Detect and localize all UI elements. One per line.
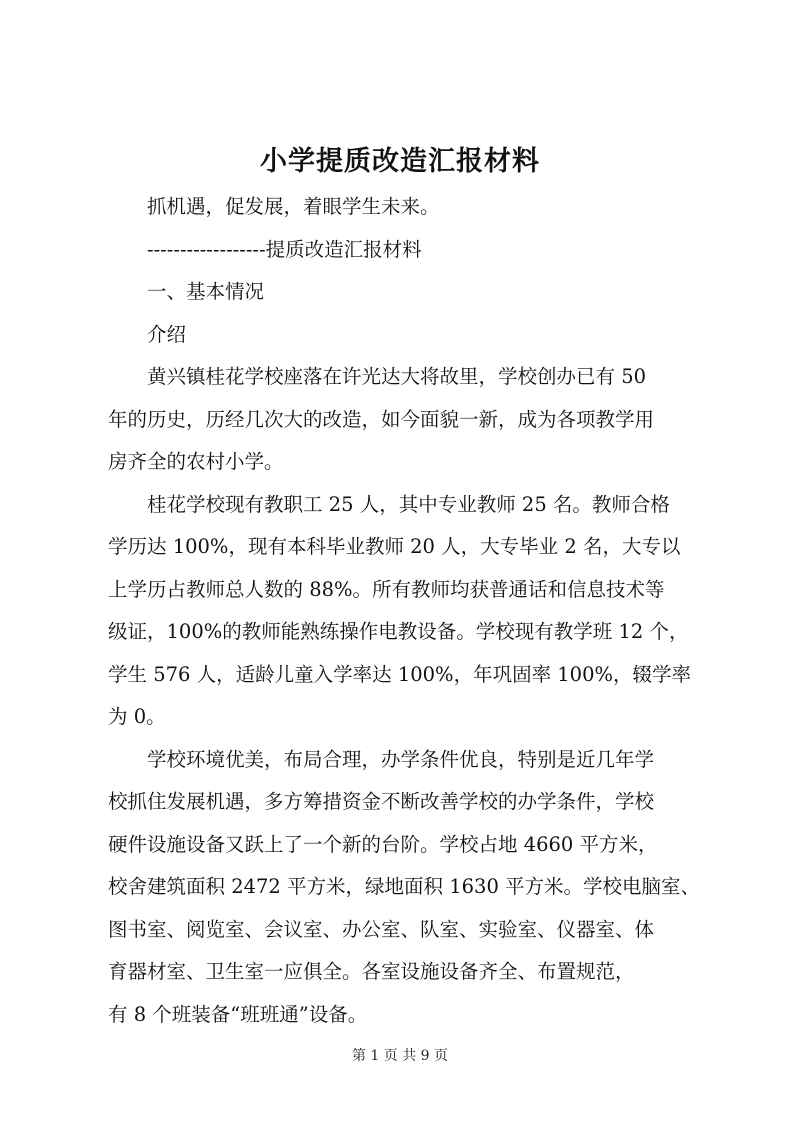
paragraph-line: 年的历史，历经几次大的改造，如今面貌一新，成为各项教学用 — [108, 407, 655, 431]
paragraph-line: 上学历占教师总人数的 88%。所有教师均获普通话和信息技术等 — [108, 577, 665, 601]
paragraph-line: 有 8 个班装备“班班通”设备。 — [108, 1002, 368, 1026]
paragraph-3 — [108, 739, 708, 1037]
paragraph-line: 级证，100%的教师能熟练操作电教设备。学校现有教学班 12 个， — [108, 620, 689, 643]
paragraph-line: 校舍建筑面积 2472 平方米，绿地面积 1630 平方米。学校电脑室、 — [108, 875, 701, 898]
section-heading-continued: 介绍 — [147, 322, 187, 346]
paragraph-line: 校抓住发展机遇，多方筹措资金不断改善学校的办学条件，学校 — [108, 790, 655, 813]
paragraph-line: 黄兴镇桂花学校座落在许光达大将故里，学校创办已有 50 — [147, 365, 647, 388]
document-body — [108, 186, 708, 1036]
subtitle-line: ------------------提质改造汇报材料 — [147, 237, 422, 261]
paragraph-line: 育器材室、卫生室一应俱全。各室设施设备齐全、布置规范， — [108, 960, 635, 983]
paragraph-line: 学历达 100%，现有本科毕业教师 20 人，大专毕业 2 名，大专以 — [108, 535, 681, 558]
section-heading: 一、基本情况 — [147, 280, 265, 303]
slogan-line: 抓机遇，促发展，着眼学生未来。 — [147, 195, 440, 218]
paragraph-line: 图书室、阅览室、会议室、办公室、队室、实验室、仪器室、体 — [108, 917, 655, 941]
paragraph-2 — [108, 484, 708, 739]
document-title: 小学提质改造汇报材料 — [260, 146, 540, 177]
paragraph-line: 桂花学校现有教职工 25 人，其中专业教师 25 名。教师合格 — [147, 492, 670, 516]
paragraph-1 — [108, 356, 708, 484]
paragraph-line: 为 0。 — [108, 705, 166, 728]
paragraph-line: 硬件设施设备又跃上了一个新的台阶。学校占地 4660 平方米， — [108, 832, 658, 856]
page-number-footer: 第 1 页 共 9 页 — [351, 1048, 449, 1064]
paragraph-line: 学校环境优美，布局合理，办学条件优良，特别是近几年学 — [147, 747, 655, 771]
paragraph-line: 学生 576 人，适龄儿童入学率达 100%，年巩固率 100%，辍学率 — [108, 662, 692, 686]
paragraph-line: 房齐全的农村小学。 — [108, 450, 284, 473]
